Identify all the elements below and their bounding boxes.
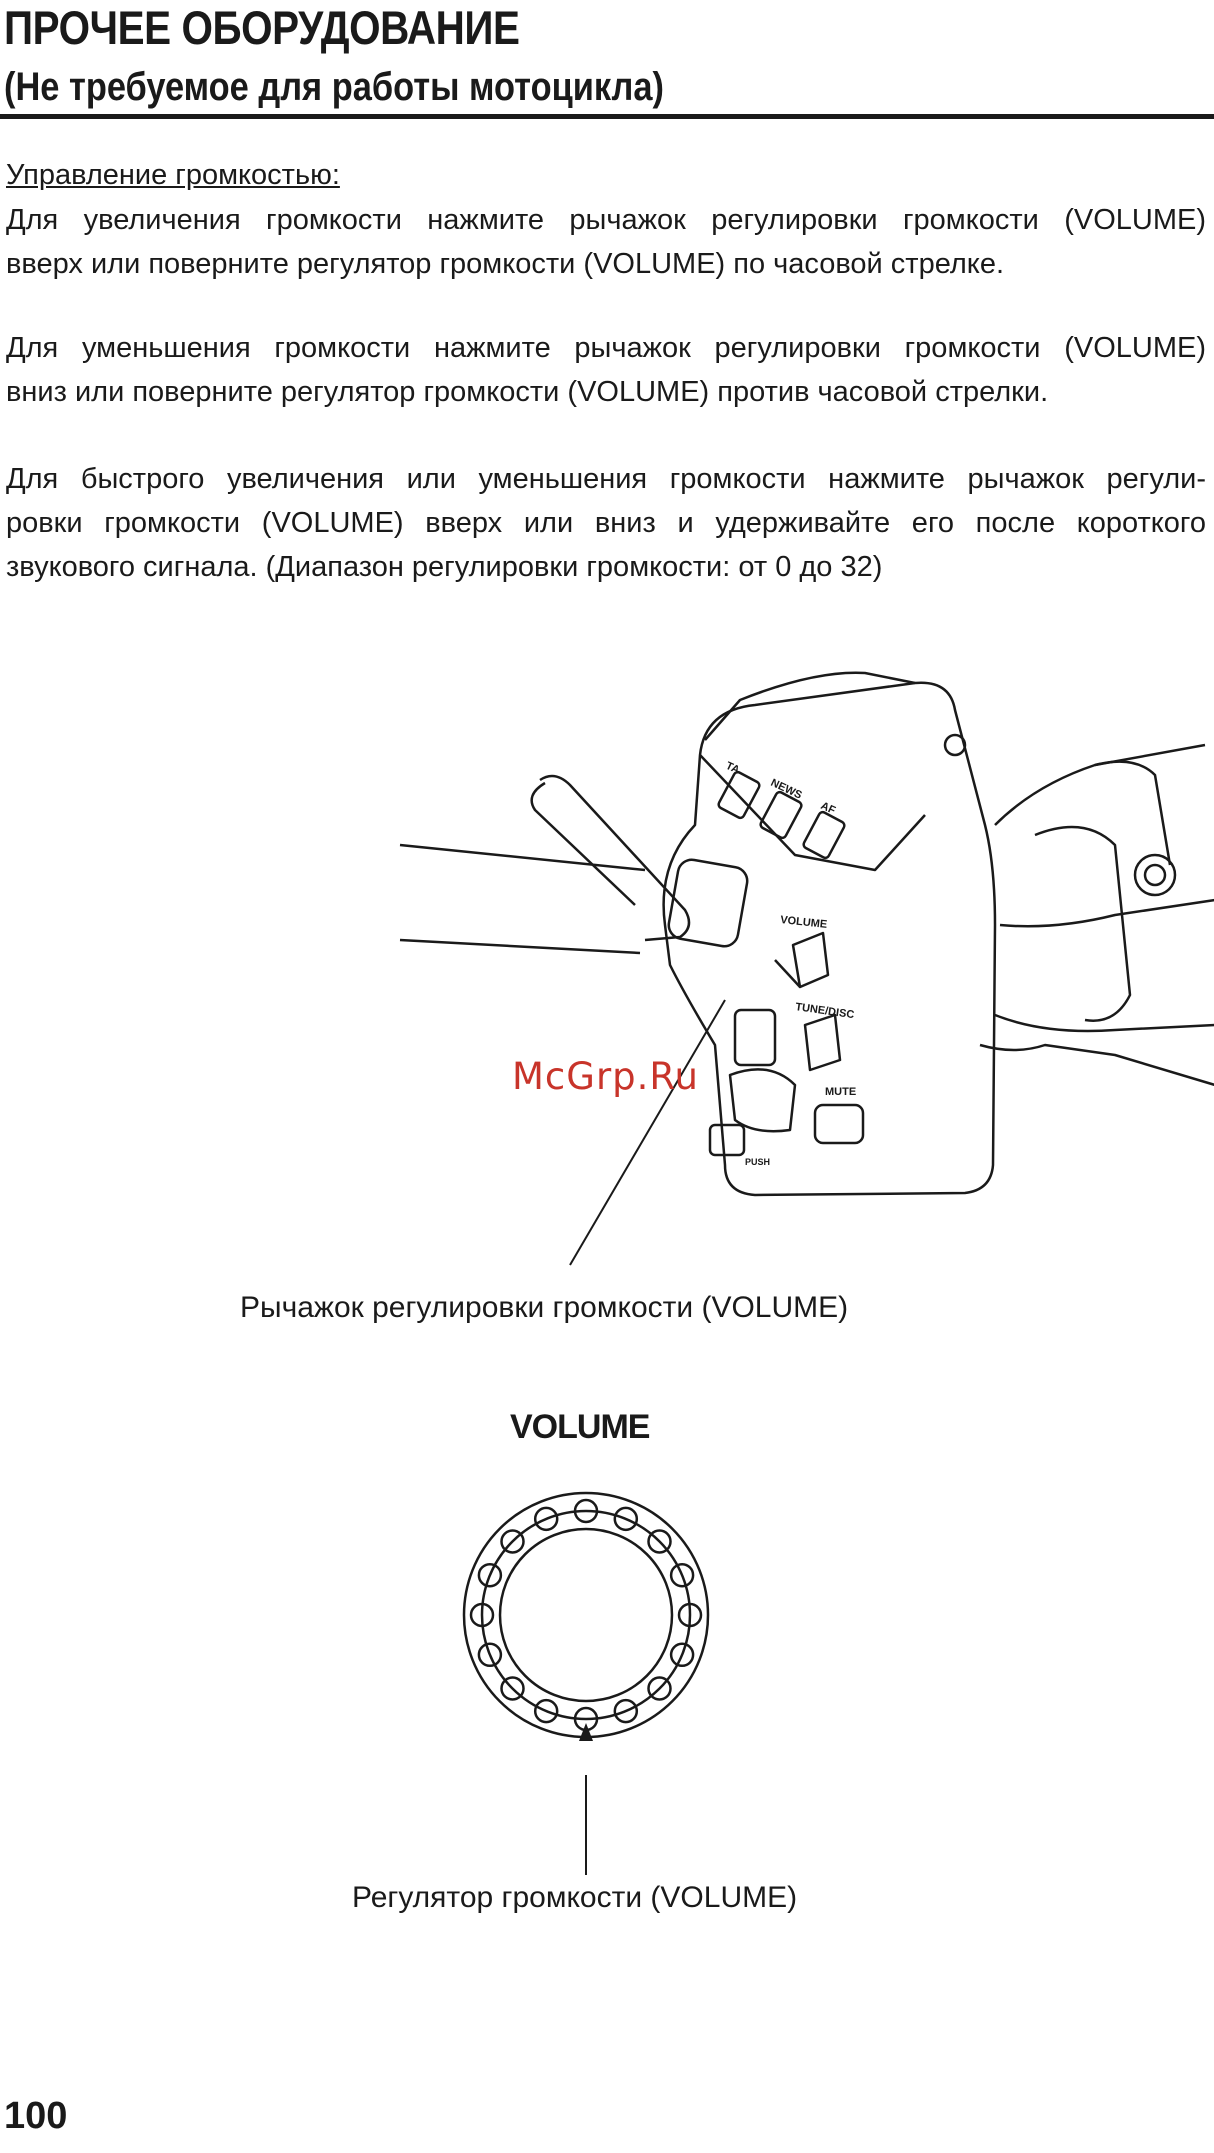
leader-line <box>570 1000 725 1265</box>
paragraph-volume-down <box>6 326 1206 414</box>
brake-lever <box>540 776 689 940</box>
paragraph-line: Для быстрого увеличения или уменьшения громкости нажмите рычажок регули- <box>6 463 1206 495</box>
af-switch <box>802 811 846 859</box>
handlebar-switch-illustration <box>395 665 1214 1285</box>
section-heading: Управление громкостью: <box>6 159 340 191</box>
dial-arrow-icon <box>579 1723 593 1741</box>
small-toggle <box>710 1125 744 1155</box>
page-title: ПРОЧЕЕ ОБОРУДОВАНИЕ <box>4 1 520 54</box>
label-push: PUSH <box>745 1157 771 1167</box>
lower-knob <box>730 1069 795 1131</box>
label-news: NEWS <box>768 776 804 802</box>
reservoir-cap <box>1135 855 1175 895</box>
label-mute: MUTE <box>825 1086 857 1098</box>
label-tune-disc: TUNE/DISC <box>794 1001 855 1022</box>
mode-switch <box>735 1010 775 1065</box>
figure2-title: VOLUME <box>510 1408 650 1446</box>
paragraph-line: вниз или поверните регулятор громкости (VOLUME) против часовой стрелки. <box>6 376 1049 408</box>
watermark: McGrp.Ru <box>512 1055 699 1098</box>
mute-button <box>815 1105 863 1143</box>
dial-center <box>500 1529 672 1701</box>
header-rule <box>0 114 1214 119</box>
label-ta: TA <box>723 759 742 777</box>
figure1-caption: Рычажок регулировки громкости (VOLUME) <box>240 1291 849 1324</box>
handlebar-line <box>400 845 645 870</box>
page-subtitle: (Не требуемое для работы мотоцикла) <box>4 65 664 109</box>
grip-outline <box>995 745 1205 825</box>
figure2-caption: Регулятор громкости (VOLUME) <box>352 1881 798 1914</box>
volume-dial-illustration <box>460 1475 720 1895</box>
paragraph-line: вверх или поверните регулятор громкости (VOLUME) по часовой стрелке. <box>6 248 1005 280</box>
volume-lever <box>793 933 828 987</box>
label-af: AF <box>818 799 838 817</box>
paragraph-volume-up <box>6 198 1206 286</box>
dial-notches <box>471 1500 701 1730</box>
paragraph-volume-fast <box>6 457 1206 589</box>
handlebar-line <box>400 940 640 953</box>
paragraph-line: Для уменьшения громкости нажмите рычажок регулировки громкости (VOLUME) <box>6 332 1206 364</box>
paragraph-line: Для увеличения громкости нажмите рычажок регулировки громкости (VOLUME) <box>6 204 1206 236</box>
paragraph-line: ровки громкости (VOLUME) вверх или вниз и удерживайте его после короткого <box>6 507 1206 539</box>
switch-housing <box>664 683 995 1195</box>
label-volume: VOLUME <box>779 914 828 931</box>
paragraph-line: звукового сигнала. (Диапазон регулировки громкости: от 0 до 32) <box>6 551 883 583</box>
page-number: 100 <box>4 2095 68 2137</box>
dial-knurled-ring <box>482 1511 690 1719</box>
tune-disc-lever <box>805 1015 840 1070</box>
